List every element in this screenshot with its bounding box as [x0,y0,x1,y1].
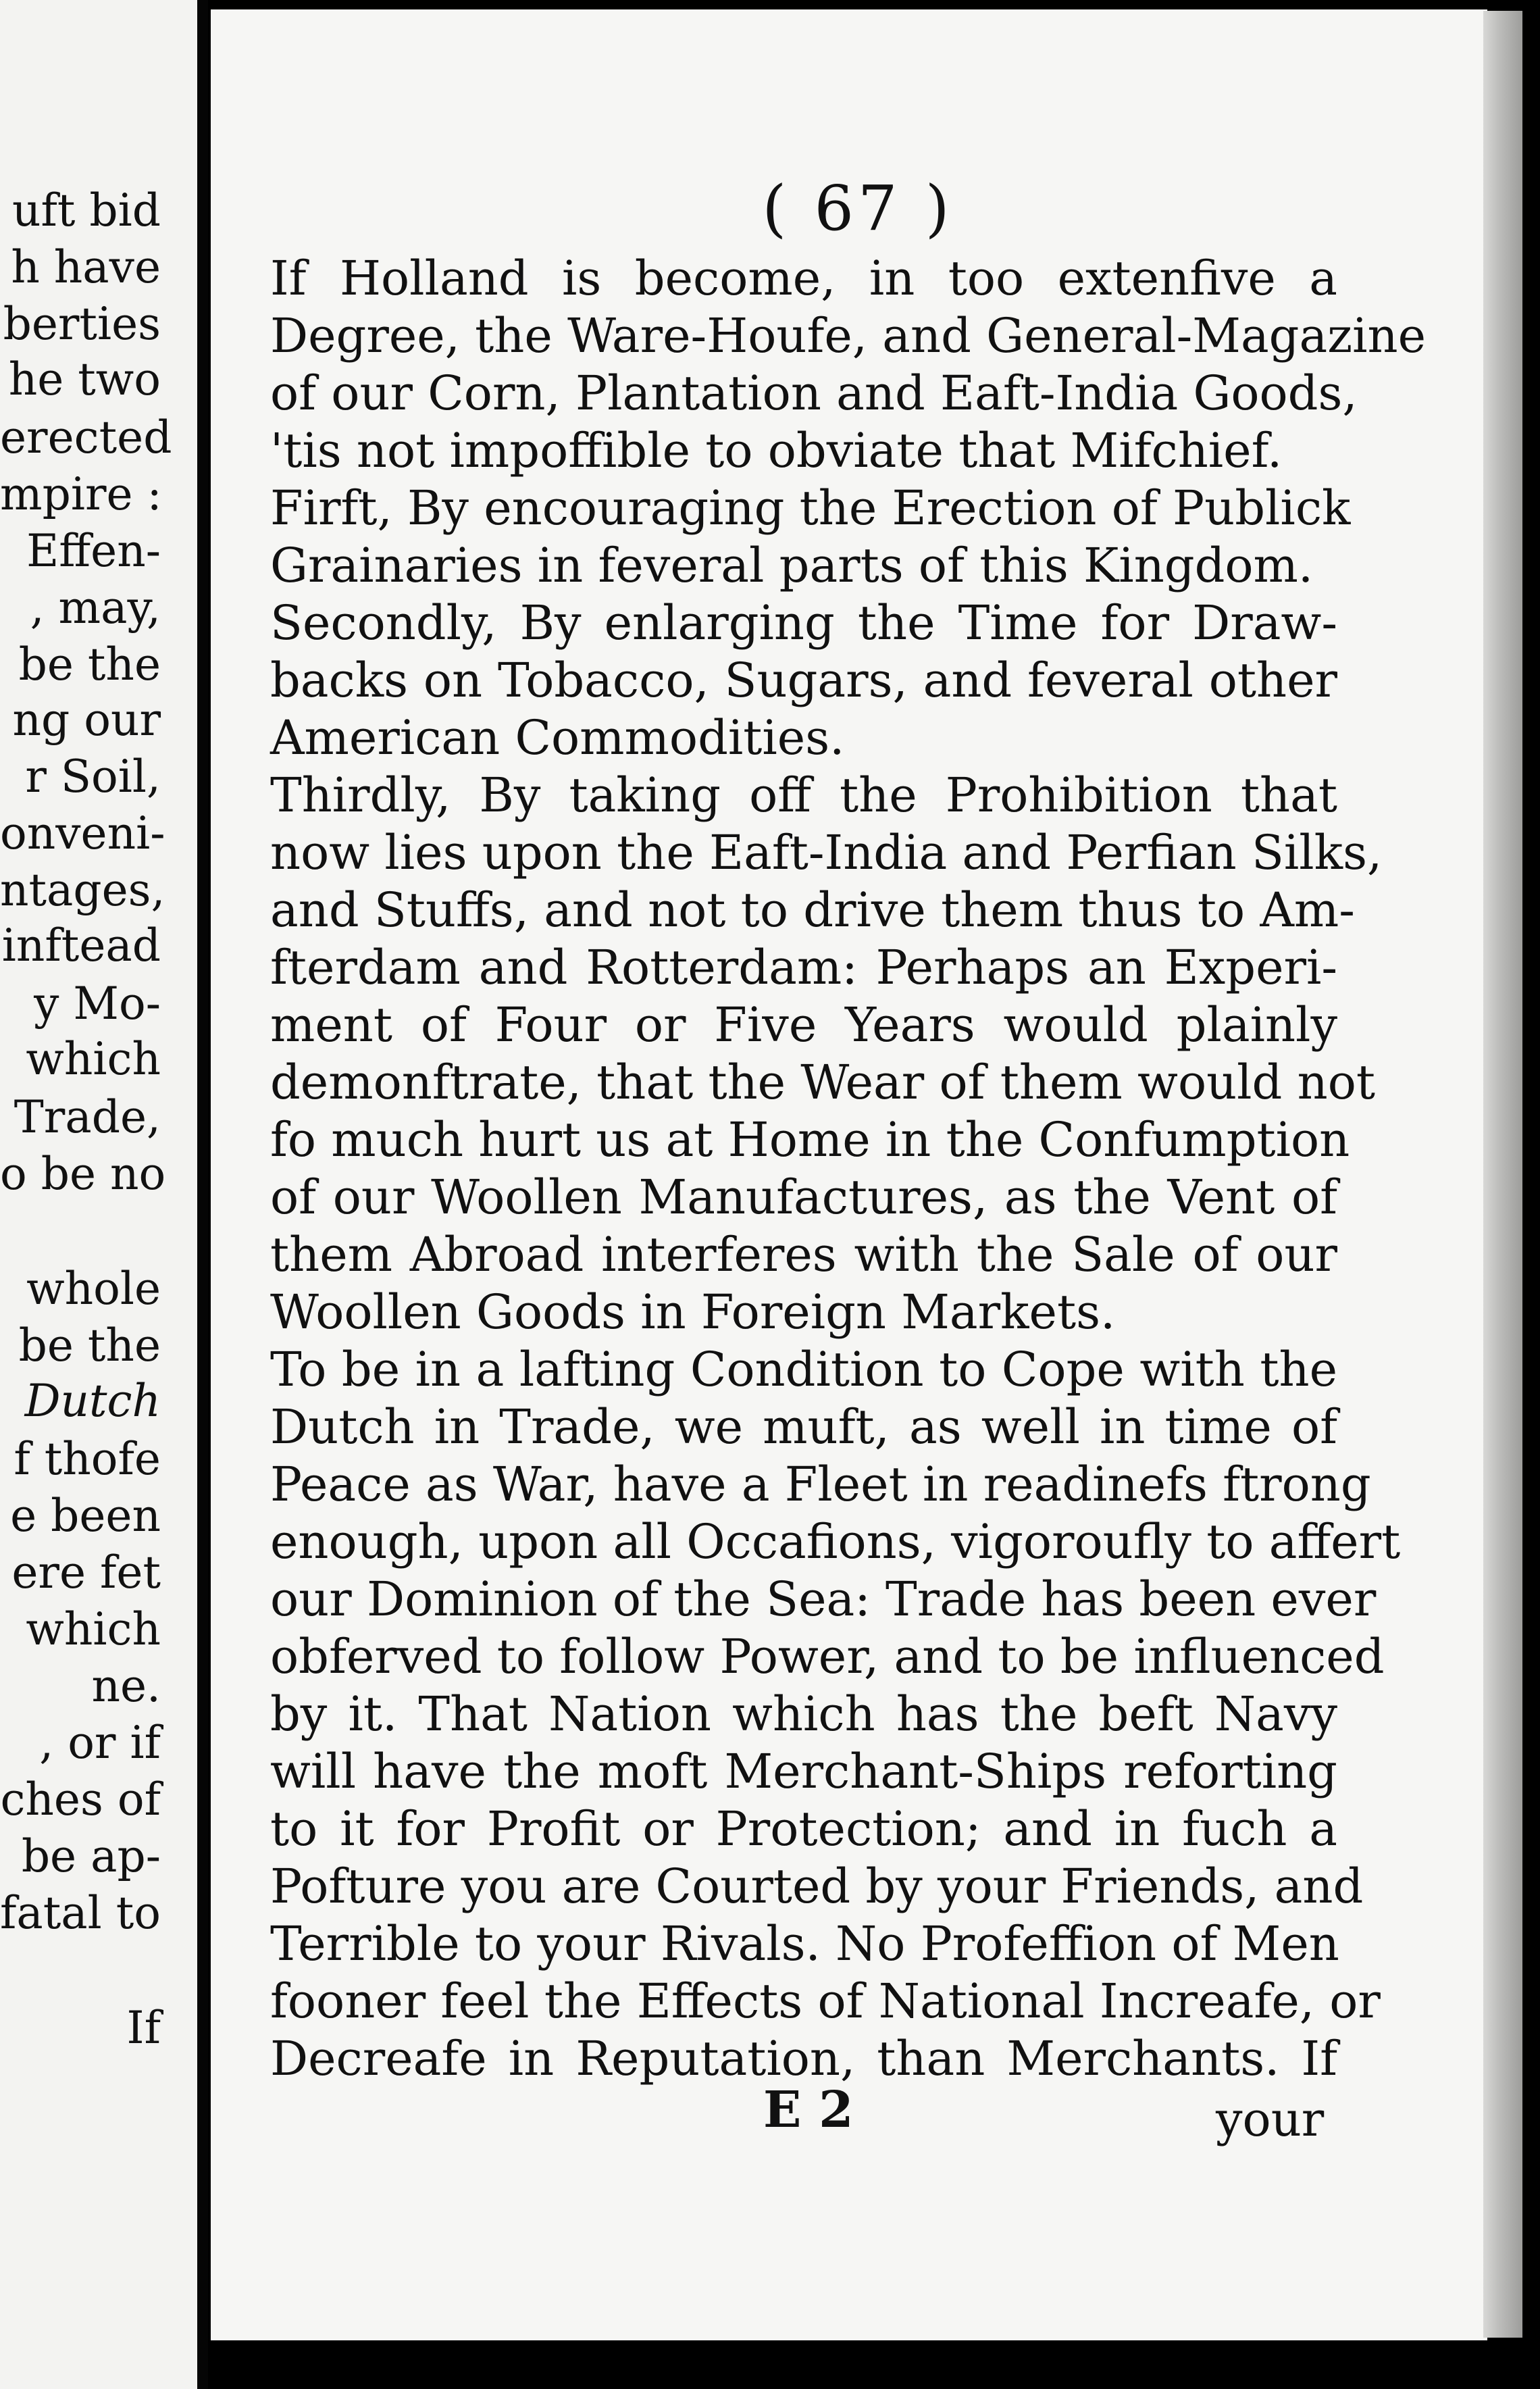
left-text-line: inftead [1,920,161,972]
catchword: your [1216,2092,1325,2147]
left-text-line: Effen- [26,525,161,577]
text-line: Terrible to your Rivals. No Profeffion of Men [270,1916,1339,1971]
text-line: Dutch in Trade, we muft, as well in time of [270,1399,1337,1455]
left-text-line: which [26,1603,161,1655]
left-text-line: e been [10,1490,161,1542]
left-text-line: be the [18,638,161,690]
left-text-line: fatal to [0,1887,161,1939]
text-line: will have the moft Merchant-Ships reforting [270,1744,1337,1799]
book-gutter [197,0,208,2389]
left-page-fragment [0,0,197,2389]
text-line: Woollen Goods in Foreign Markets. [270,1284,1116,1340]
page-number: ( 67 ) [762,172,954,245]
left-text-line: Dutch [24,1375,161,1427]
signature-mark: E 2 [763,2081,854,2139]
page-edge [1483,11,1522,2338]
text-line: and Stuffs, and not to drive them thus to Am- [270,882,1355,938]
text-line: to it for Profit or Protection; and in fuch a [270,1801,1337,1857]
text-line: Degree, the Ware-Houfe, and General-Magazine [270,308,1427,363]
left-text-line: ntages, [0,864,165,916]
text-line: by it. That Nation which has the beft Navy [270,1686,1337,1742]
text-line: fooner feel the Effects of National Increafe, or [270,1973,1381,2029]
text-line: To be in a lafting Condition to Cope with the [270,1342,1337,1397]
text-line: Thirdly, By taking off the Prohibition that [270,768,1337,823]
text-line: ment of Four or Five Years would plainly [270,997,1337,1053]
left-text-line: which [26,1033,161,1085]
text-line: demonftrate, that the Wear of them would not [270,1055,1375,1110]
left-text-line: ches of [0,1774,161,1826]
left-text-line: o be no [0,1148,166,1200]
left-text-line: he two [8,353,161,405]
left-text-line: erected [0,411,172,463]
left-text-line: , or if [39,1717,161,1769]
left-text-line: If [126,2002,161,2054]
text-line: backs on Tobacco, Sugars, and feveral other [270,653,1337,708]
left-text-line: y Mo- [34,978,161,1030]
text-line: of our Corn, Plantation and Eaft-India Goods, [270,366,1358,421]
left-text-line: Trade, [14,1091,161,1143]
left-text-line: be ap- [21,1830,161,1882]
text-line: them Abroad interferes with the Sale of our [270,1227,1337,1282]
text-line: 'tis not impoffible to obviate that Mifchief. [270,423,1283,478]
left-text-line: onveni- [0,807,165,859]
left-text-line: , may, [30,582,161,634]
left-text-line: ere fet [11,1546,161,1599]
text-line: Firft, By encouraging the Erection of Publick [270,480,1351,536]
left-text-line: berties [3,298,161,350]
text-line: Grainaries in feveral parts of this Kingdom. [270,538,1314,593]
text-line: fterdam and Rotterdam: Perhaps an Experi- [270,940,1337,995]
text-line: now lies upon the Eaft-India and Perfian Silks, [270,825,1383,880]
text-line: Pofture you are Courted by your Friends, and [270,1859,1364,1914]
left-text-line: r Soil, [25,751,161,803]
left-text-line: f thofe [14,1433,161,1485]
text-line: obferved to follow Power, and to be influenced [270,1629,1385,1684]
left-text-line: whole [26,1263,161,1315]
text-line: enough, upon all Occafions, vigoroufly to affert [270,1514,1401,1569]
text-line: fo much hurt us at Home in the Confumption [270,1112,1350,1167]
text-line: Peace as War, have a Fleet in readinefs ftrong [270,1457,1371,1512]
text-line: Decreafe in Reputation, than Merchants. If [270,2031,1337,2086]
left-text-line: mpire : [0,468,162,520]
text-line: American Commodities. [270,710,845,765]
left-text-line: be the [18,1319,161,1372]
left-text-line: ng our [12,694,161,746]
left-text-line: ne. [91,1660,161,1712]
left-text-line: uft bid [11,184,161,236]
text-line: Secondly, By enlarging the Time for Draw- [270,595,1337,651]
text-line: our Dominion of the Sea: Trade has been ever [270,1571,1377,1627]
text-line: If Holland is become, in too extenfive a [270,251,1337,306]
text-line: of our Woollen Manufactures, as the Vent of [270,1170,1337,1225]
left-text-line: h have [11,241,161,293]
